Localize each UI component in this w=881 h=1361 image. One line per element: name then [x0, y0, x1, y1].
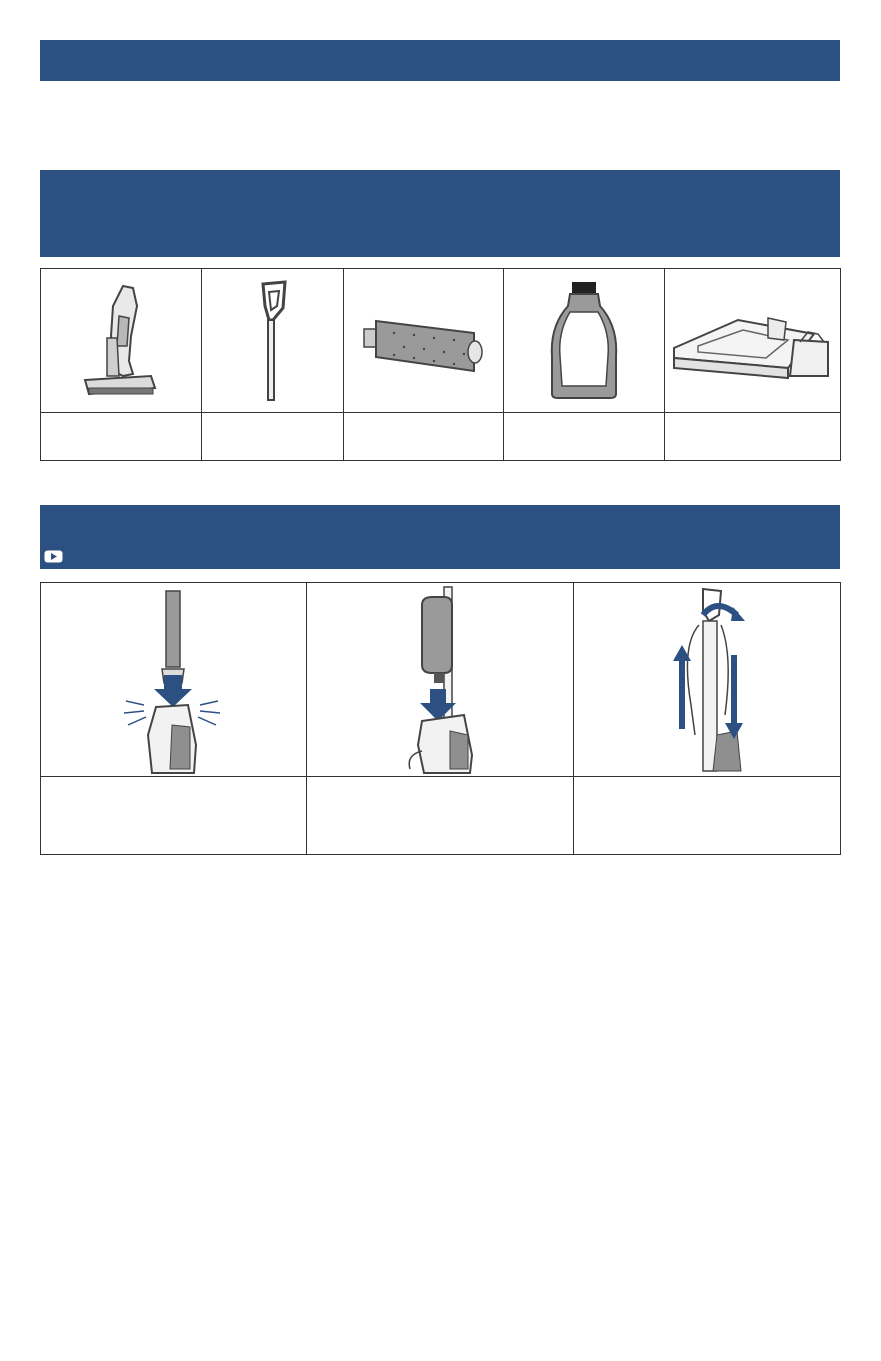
insert-handle-illustration [104, 585, 244, 775]
step-label [41, 777, 307, 855]
contents-cell [202, 269, 344, 413]
wrap-cord-illustration [637, 585, 777, 775]
contents-label [504, 413, 665, 461]
storage-tray-icon [668, 296, 838, 386]
assembly-band [40, 505, 840, 569]
assembly-steps-table [40, 582, 841, 855]
contents-label [665, 413, 841, 461]
step-cell [41, 583, 307, 777]
handle-wand-icon [243, 276, 303, 406]
upright-cleaner-icon [71, 276, 171, 406]
contents-cell [344, 269, 504, 413]
attach-tank-illustration [370, 585, 510, 775]
contents-cell [665, 269, 841, 413]
contents-table [40, 268, 841, 461]
step-cell [574, 583, 841, 777]
play-video-icon[interactable] [44, 550, 63, 563]
contents-label [202, 413, 344, 461]
header-band-top [40, 40, 840, 81]
contents-cell [504, 269, 665, 413]
contents-label [41, 413, 202, 461]
formula-bottle-icon [544, 276, 624, 406]
contents-label [344, 413, 504, 461]
contents-cell [41, 269, 202, 413]
whats-in-the-box-band [40, 170, 840, 257]
brush-roll-icon [354, 291, 494, 391]
step-label [574, 777, 841, 855]
step-label [307, 777, 574, 855]
step-cell [307, 583, 574, 777]
